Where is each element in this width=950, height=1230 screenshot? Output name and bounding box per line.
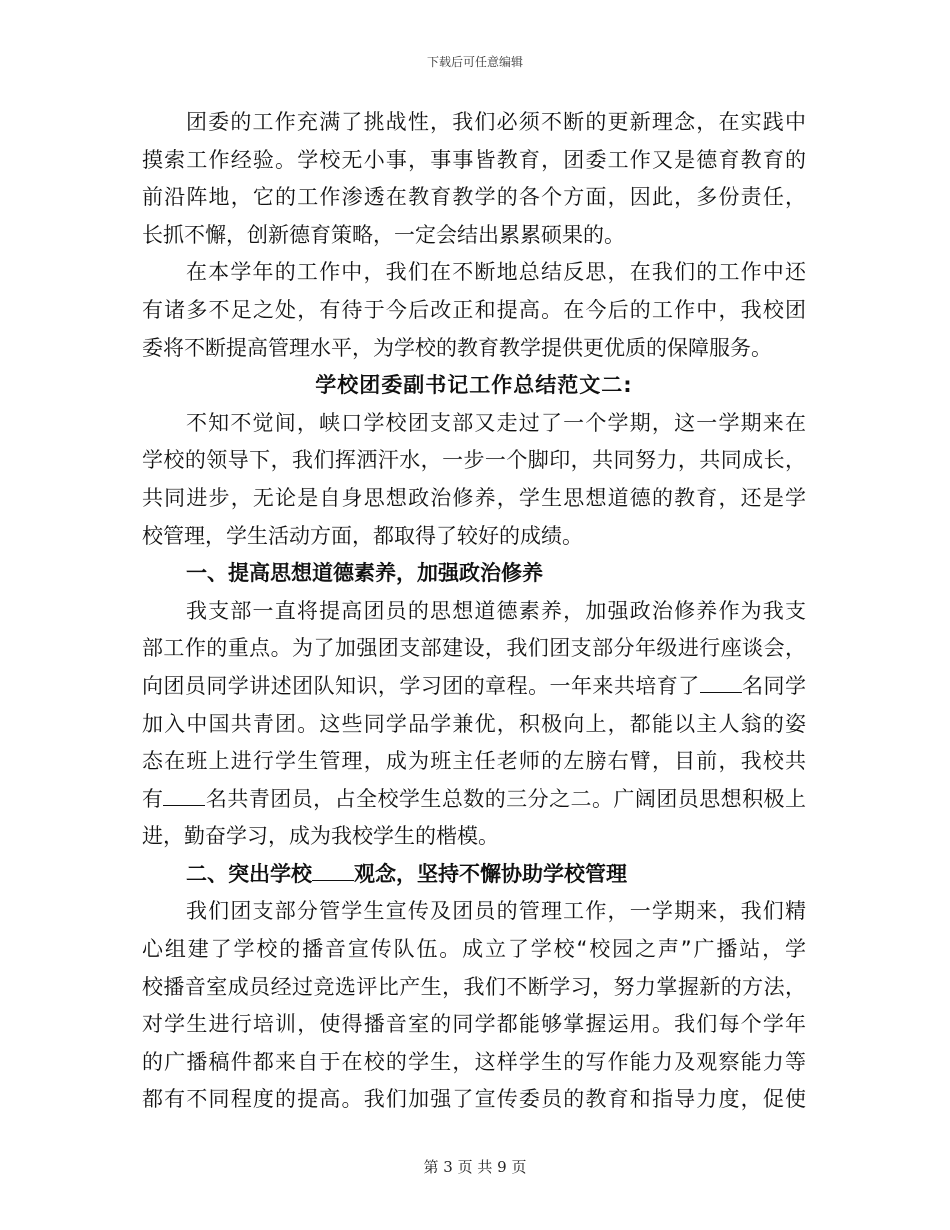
text-line: 我支部一直将提高团员的思想道德素养，加强政治修养作为我支	[186, 598, 806, 623]
text-line: 的广播稿件都来自于在校的学生，这样学生的写作能力及观察能力等	[142, 1049, 806, 1074]
text-line: 在本学年的工作中，我们在不断地总结反思，在我们的工作中还	[186, 260, 806, 285]
text-line: 长抓不懈，创新德育策略，一定会结出累累硕果的。	[142, 222, 625, 247]
text-line: 前沿阵地，它的工作渗透在教育教学的各个方面，因此，多份责任，	[142, 185, 806, 210]
text-line	[142, 668, 806, 706]
paragraph-2	[142, 254, 806, 367]
text-line	[142, 781, 806, 819]
paragraph-5	[142, 893, 806, 1119]
text-line: 共同进步，无论是自身思想政治修养，学生思想道德的教育，还是学	[142, 485, 806, 510]
text-line: 团委的工作充满了挑战性，我们必须不断的更新理念，在实践中	[186, 110, 806, 134]
text-line: 校管理，学生活动方面，都取得了较好的成绩。	[142, 523, 583, 548]
paragraph-1	[142, 104, 806, 254]
text-line: 部工作的重点。为了加强团支部建设，我们团支部分年级进行座谈会，	[142, 636, 806, 661]
heading-segment: 观念，坚持不懈协助学校管理	[354, 861, 627, 886]
heading-2	[142, 856, 806, 894]
paragraph-3	[142, 405, 806, 555]
text-line: 加入中国共青团。这些同学品学兼优，积极向上，都能以主人翁的姿	[142, 711, 806, 736]
text-line: 学校的领导下，我们挥洒汗水，一步一个脚印，共同努力，共同成长，	[142, 448, 806, 473]
page-header: 下载后可任意编辑	[426, 55, 523, 69]
text-line: 对学生进行培训，使得播音室的同学都能够掌握运用。我们每个学年	[142, 1012, 806, 1037]
text-segment: 有	[142, 786, 164, 811]
document-body	[142, 104, 806, 1119]
text-line: 我们团支部分管学生宣传及团员的管理工作，一学期来，我们精	[186, 899, 806, 924]
text-line: 摸索工作经验。学校无小事，事事皆教育，团委工作又是德育教育的	[142, 147, 806, 172]
text-line: 不知不觉间，峡口学校团支部又走过了一个学期，这一学期来在	[186, 410, 806, 435]
fill-in-blank	[700, 674, 742, 693]
page-footer: 第 3 页 共 9 页	[423, 1158, 527, 1176]
text-line: 都有不同程度的提高。我们加强了宣传委员的教育和指导力度，促使	[142, 1087, 806, 1112]
text-line: 态在班上进行学生管理，成为班主任老师的左膀右臂，目前，我校共	[142, 749, 806, 774]
fill-in-blank	[312, 862, 354, 881]
text-line: 委将不断提高管理水平，为学校的教育教学提供更优质的保障服务。	[142, 335, 772, 360]
text-line: 进，勤奋学习，成为我校学生的楷模。	[142, 824, 499, 849]
text-line: 有诸多不足之处，有待于今后改正和提高。在今后的工作中，我校团	[142, 297, 806, 322]
text-line: 心组建了学校的播音宣传队伍。成立了学校“校园之声”广播站，学	[142, 937, 806, 962]
heading-1: 一、提高思想道德素养，加强政治修养	[186, 561, 543, 586]
text-segment: 名同学	[741, 673, 807, 698]
heading-segment: 二、突出学校	[186, 861, 312, 886]
text-segment: 名共青团员，占全校学生总数的三分之二。广阔团员思想积极上	[205, 786, 807, 811]
text-line: 校播音室成员经过竞选评比产生，我们不断学习，努力掌握新的方法，	[142, 974, 806, 999]
fill-in-blank	[163, 787, 205, 806]
text-segment: 向团员同学讲述团队知识，学习团的章程。一年来共培育了	[142, 673, 700, 698]
section-title: 学校团委副书记工作总结范文二:	[315, 373, 633, 398]
paragraph-4	[142, 593, 806, 856]
